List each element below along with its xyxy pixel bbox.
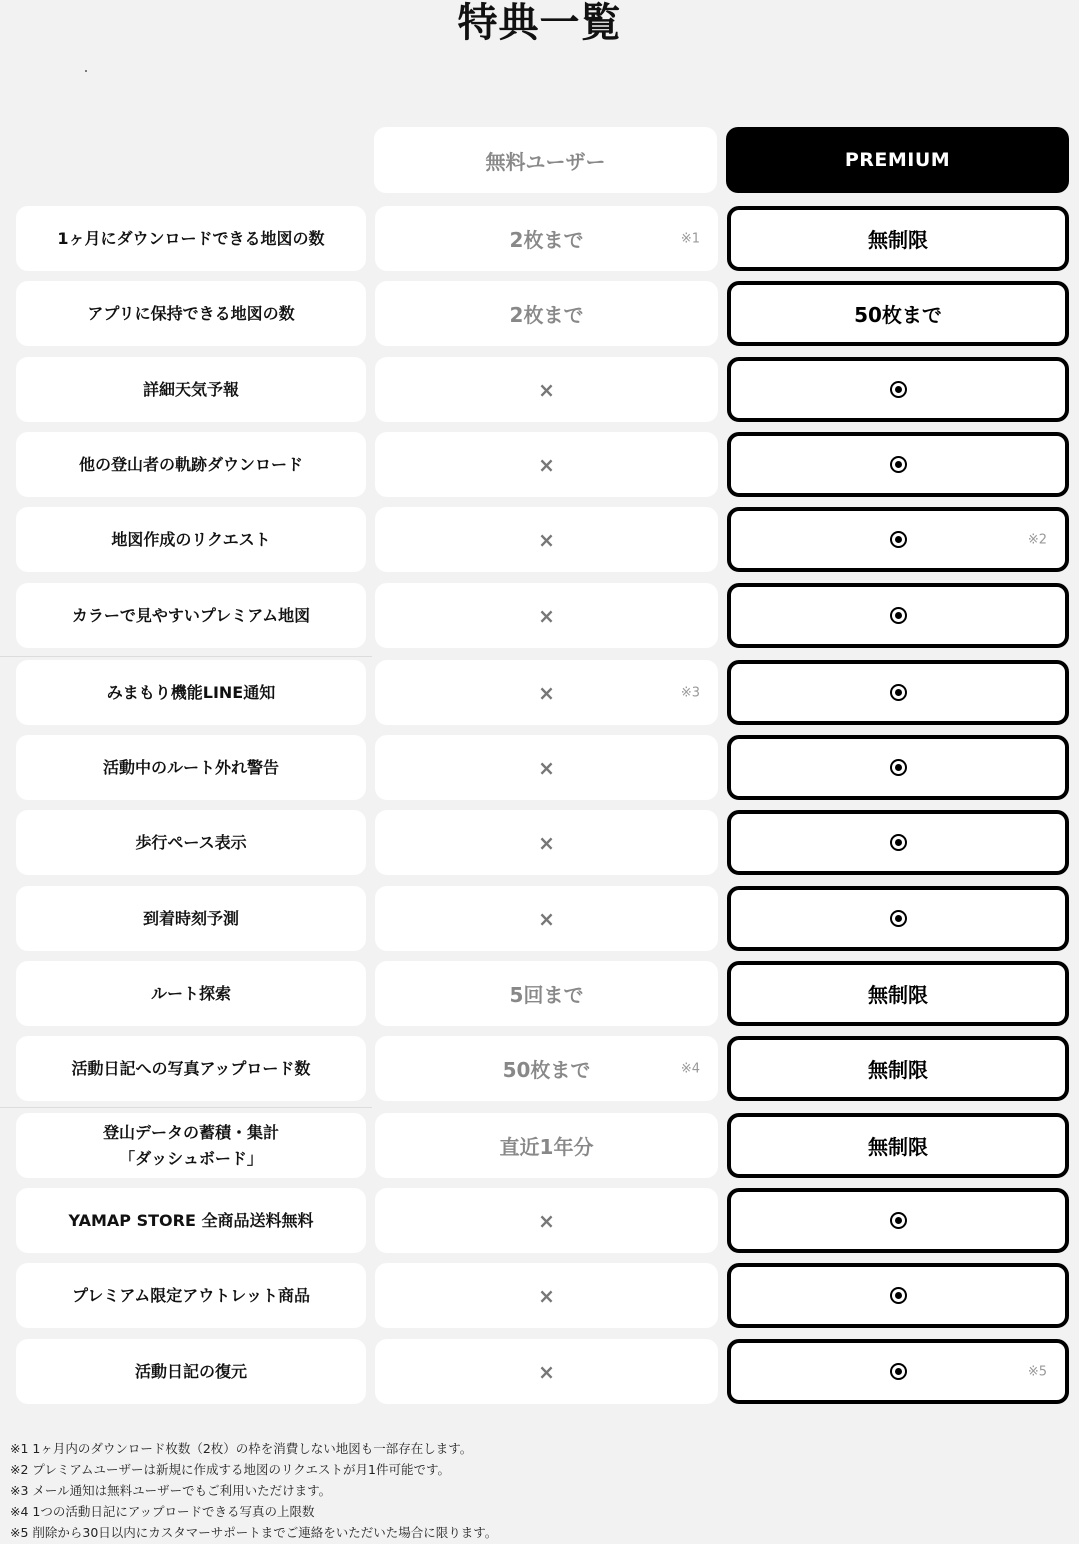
feature-label: みまもり機能LINE通知 xyxy=(16,660,366,725)
footnote-ref: ※5 xyxy=(1027,1364,1047,1379)
double-circle-icon xyxy=(890,1287,907,1304)
cross-icon: × xyxy=(538,527,555,552)
cross-icon: × xyxy=(538,452,555,477)
free-cell xyxy=(375,206,718,271)
free-cell xyxy=(375,281,718,346)
feature-label: 活動日記の復元 xyxy=(16,1339,366,1404)
premium-cell xyxy=(727,961,1069,1026)
feature-label: アプリに保持できる地図の数 xyxy=(16,281,366,346)
free-value: 2枚まで xyxy=(509,303,584,327)
double-circle-icon xyxy=(890,1363,907,1380)
free-value: 直近1年分 xyxy=(499,1135,594,1159)
table-row xyxy=(0,1113,1079,1178)
premium-value: 無制限 xyxy=(868,983,928,1007)
table-row xyxy=(0,1263,1079,1328)
divider xyxy=(0,656,372,657)
premium-value: 無制限 xyxy=(868,1058,928,1082)
premium-cell xyxy=(727,432,1069,497)
double-circle-icon xyxy=(890,1212,907,1229)
free-cell xyxy=(375,1188,718,1253)
free-cell xyxy=(375,1036,718,1101)
free-cell xyxy=(375,583,718,648)
table-row xyxy=(0,810,1079,875)
table-row xyxy=(0,583,1079,648)
table-row xyxy=(0,281,1079,346)
cross-icon: × xyxy=(538,377,555,402)
feature-label: 詳細天気予報 xyxy=(16,357,366,422)
premium-cell xyxy=(727,660,1069,725)
free-cell xyxy=(375,886,718,951)
table-row xyxy=(0,886,1079,951)
table-row xyxy=(0,1188,1079,1253)
double-circle-icon xyxy=(890,381,907,398)
cross-icon: × xyxy=(538,1359,555,1384)
feature-label: YAMAP STORE 全商品送料無料 xyxy=(16,1188,366,1253)
footnotes xyxy=(10,1438,1070,1543)
premium-value: 無制限 xyxy=(868,228,928,252)
free-cell xyxy=(375,735,718,800)
cross-icon: × xyxy=(538,1208,555,1233)
footnote-item: ※2 プレミアムユーザーは新規に作成する地図のリクエストが月1件可能です。 xyxy=(10,1462,450,1477)
decorative-dot xyxy=(85,70,87,72)
premium-cell xyxy=(727,507,1069,572)
table-row xyxy=(0,206,1079,271)
table-row xyxy=(0,507,1079,572)
premium-value: 無制限 xyxy=(868,1135,928,1159)
free-cell xyxy=(375,660,718,725)
footnote-ref: ※1 xyxy=(680,231,700,246)
double-circle-icon xyxy=(890,684,907,701)
footnote-ref: ※3 xyxy=(680,685,700,700)
feature-label: 歩行ペース表示 xyxy=(16,810,366,875)
table-row xyxy=(0,735,1079,800)
cross-icon: × xyxy=(538,755,555,780)
premium-cell xyxy=(727,735,1069,800)
free-cell xyxy=(375,1113,718,1178)
free-cell xyxy=(375,1263,718,1328)
premium-value: 50枚まで xyxy=(854,303,942,327)
double-circle-icon xyxy=(890,607,907,624)
premium-cell xyxy=(727,281,1069,346)
footnote-item: ※3 メール通知は無料ユーザーでもご利用いただけます。 xyxy=(10,1483,332,1498)
free-cell xyxy=(375,357,718,422)
premium-cell xyxy=(727,357,1069,422)
double-circle-icon xyxy=(890,456,907,473)
free-cell xyxy=(375,432,718,497)
feature-label: ルート探索 xyxy=(16,961,366,1026)
footnote-ref: ※2 xyxy=(1027,532,1047,547)
table-row xyxy=(0,432,1079,497)
footnote-item: ※5 削除から30日以内にカスタマーサポートまでご連絡をいただいた場合に限ります。 xyxy=(10,1525,498,1540)
feature-label: 1ヶ月にダウンロードできる地図の数 xyxy=(16,206,366,271)
free-cell xyxy=(375,507,718,572)
feature-label: 到着時刻予測 xyxy=(16,886,366,951)
premium-cell xyxy=(727,810,1069,875)
table-row xyxy=(0,1339,1079,1404)
premium-cell xyxy=(727,1036,1069,1101)
table-row xyxy=(0,357,1079,422)
free-value: 5回まで xyxy=(509,983,584,1007)
free-cell xyxy=(375,810,718,875)
double-circle-icon xyxy=(890,834,907,851)
feature-label: 活動日記への写真アップロード数 xyxy=(16,1036,366,1101)
column-header-free: 無料ユーザー xyxy=(374,127,717,193)
column-header-premium: PREMIUM xyxy=(726,127,1069,193)
double-circle-icon xyxy=(890,531,907,548)
feature-label: 活動中のルート外れ警告 xyxy=(16,735,366,800)
footnote-item: ※1 1ヶ月内のダウンロード枚数（2枚）の枠を消費しない地図も一部存在します。 xyxy=(10,1441,473,1456)
feature-label: 登山データの蓄積・集計 「ダッシュボード」 xyxy=(16,1113,366,1178)
premium-cell xyxy=(727,1188,1069,1253)
feature-label: 地図作成のリクエスト xyxy=(16,507,366,572)
premium-cell xyxy=(727,206,1069,271)
cross-icon: × xyxy=(538,906,555,931)
double-circle-icon xyxy=(890,759,907,776)
cross-icon: × xyxy=(538,1283,555,1308)
table-row xyxy=(0,961,1079,1026)
cross-icon: × xyxy=(538,603,555,628)
free-value: 50枚まで xyxy=(502,1058,591,1082)
divider xyxy=(0,1107,372,1108)
footnote-item: ※4 1つの活動日記にアップロードできる写真の上限数 xyxy=(10,1504,315,1519)
footnote-ref: ※4 xyxy=(680,1061,700,1076)
premium-cell xyxy=(727,886,1069,951)
premium-cell xyxy=(727,1263,1069,1328)
table-row xyxy=(0,1036,1079,1101)
page-title: 特典一覧 xyxy=(457,0,622,46)
feature-label: プレミアム限定アウトレット商品 xyxy=(16,1263,366,1328)
feature-label: 他の登山者の軌跡ダウンロード xyxy=(16,432,366,497)
cross-icon: × xyxy=(538,680,555,705)
free-cell xyxy=(375,961,718,1026)
double-circle-icon xyxy=(890,910,907,927)
premium-cell xyxy=(727,1113,1069,1178)
free-value: 2枚まで xyxy=(509,228,584,252)
table-row xyxy=(0,660,1079,725)
premium-cell xyxy=(727,1339,1069,1404)
feature-label: カラーで見やすいプレミアム地図 xyxy=(16,583,366,648)
cross-icon: × xyxy=(538,830,555,855)
free-cell xyxy=(375,1339,718,1404)
premium-cell xyxy=(727,583,1069,648)
